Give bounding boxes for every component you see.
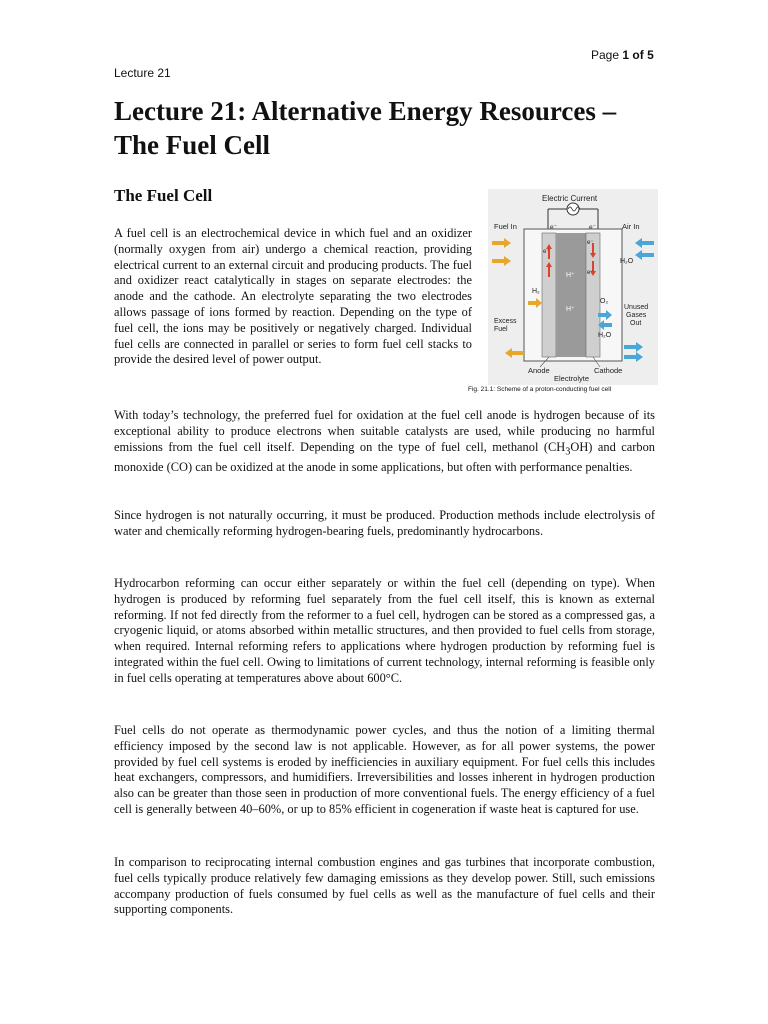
label-unused-3: Out (630, 320, 642, 327)
p2-text-b: OH) and carbon monoxide (CO) can be oxidized at the anode in some applications, but often with performance penalties. (114, 439, 655, 474)
label-e-top-left: e⁻ (550, 224, 558, 231)
load-icon (567, 203, 579, 215)
label-h2o: H₂O (598, 332, 612, 339)
page-prefix: Page (591, 48, 620, 62)
label-cathode: Cathode (594, 366, 623, 375)
fuel-cell-diagram (488, 189, 658, 385)
label-e-top-right: e⁻ (589, 224, 597, 231)
label-e-cathode: e⁻ (587, 240, 594, 246)
label-anode: Anode (528, 366, 550, 375)
label-fuel-in: Fuel In (494, 222, 517, 231)
page-current: 1 (622, 48, 630, 62)
label-excess-2: Fuel (494, 326, 508, 333)
lecture-label: Lecture 21 (114, 66, 171, 80)
label-e-cathode-2: e⁻ (587, 270, 594, 276)
p2-text-a: With today’s technology, the preferred fuel for oxidation at the fuel cell anode is hydrogen because of its exceptional ability to produce electrons when suitable catalysts are used, while producing no harmful emissions from the fuel cell itself. Depending on the type of fuel cell, methanol (CH (114, 408, 655, 454)
label-electric-current: Electric Current (542, 194, 598, 203)
paragraph-efficiency: Fuel cells do not operate as thermodynamic power cycles, and thus the notion of a limiting thermal efficiency imposed by the second law is not applicable. However, as for all power systems, the power provided by fuel cell systems is eroded by inefficiencies in auxiliary equipment. For fuel cells this includes heat exchangers, compressors, and humidifiers. Irreversibilities and losses inherent in hydrogen production also can be greater than those seen in production of more conventional fuels. The energy efficiency of a fuel cell is generally between 40–60%, or up to 85% efficient in cogeneration if waste heat is captured for use. (114, 723, 655, 816)
section-title: The Fuel Cell (114, 186, 213, 205)
label-air-in: Air In (622, 222, 640, 231)
paragraph-hydrogen-production: Since hydrogen is not naturally occurring, it must be produced. Production methods include electrolysis of water and chemically reforming hydrogen-bearing fuels, predominantly hydrocarbons. (114, 508, 655, 538)
paragraph-reforming: Hydrocarbon reforming can occur either separately or within the fuel cell (depending on type). When hydrogen is produced by reforming fuel separately from the fuel cell itself, this is known as external reforming. If not fed directly from the reformer to a fuel cell, hydrogen can be stored as a compressed gas, a cryogenic liquid, or atoms absorbed within metallic structures, and then provided to fuel cells from storage, when required. Internal reforming refers to applications where hydrogen production by reforming fuel is integrated within the fuel cell. Owing to limitations of current technology, internal reforming is feasible only in fuel cells operating at temperatures above about 600°C. (114, 576, 655, 685)
page-total: of 5 (632, 48, 654, 62)
figure-caption: Fig. 21.1: Scheme of a proton-conducting fuel cell (468, 386, 612, 393)
label-h-plus-2: H⁺ (566, 306, 575, 313)
paragraph-hydrogen-fuel (114, 408, 655, 476)
label-unused-2: Gases (626, 312, 647, 319)
label-electrolyte: Electrolyte (554, 374, 590, 383)
label-unused-1: Unused (624, 304, 649, 311)
label-h2o-top: H₂O (620, 258, 634, 265)
label-o2: O₂ (600, 298, 609, 305)
page-title: Lecture 21: Alternative Energy Resources – The Fuel Cell (114, 96, 617, 160)
p2-subscript: 3 (565, 446, 571, 458)
fuel-cell-figure (488, 189, 658, 385)
label-e-anode: e⁻ (543, 249, 550, 255)
paragraph-emissions: In comparison to reciprocating internal combustion engines and gas turbines that incorporate combustion, fuel cells typically produce relatively few damaging emissions as they develop power. Still, such emissions accompany production of fuels consumed by fuel cells as well as the manufacture of fuel cells and their supporting components. (114, 855, 655, 917)
label-h-plus-1: H⁺ (566, 272, 575, 279)
paragraph-intro: A fuel cell is an electrochemical device in which fuel and an oxidizer (normally oxygen from air) undergo a chemical reaction, providing electrical current to an external circuit and producing products. The fuel and oxidizer react catalytically in stages on separate electrodes: the anode and the cathode. An electrolyte separating the two electrodes allows passage of ions formed by reaction. Depending on the type of fuel cell, the ions may be positively or negatively charged. Individual fuel cells are connected in parallel or series to form fuel cell stacks to provide the desired level of power output. (114, 226, 472, 367)
label-h2: H₂ (532, 288, 540, 295)
label-excess-1: Excess (494, 318, 517, 325)
electrolyte-layer (556, 233, 586, 357)
page-number (591, 48, 654, 62)
